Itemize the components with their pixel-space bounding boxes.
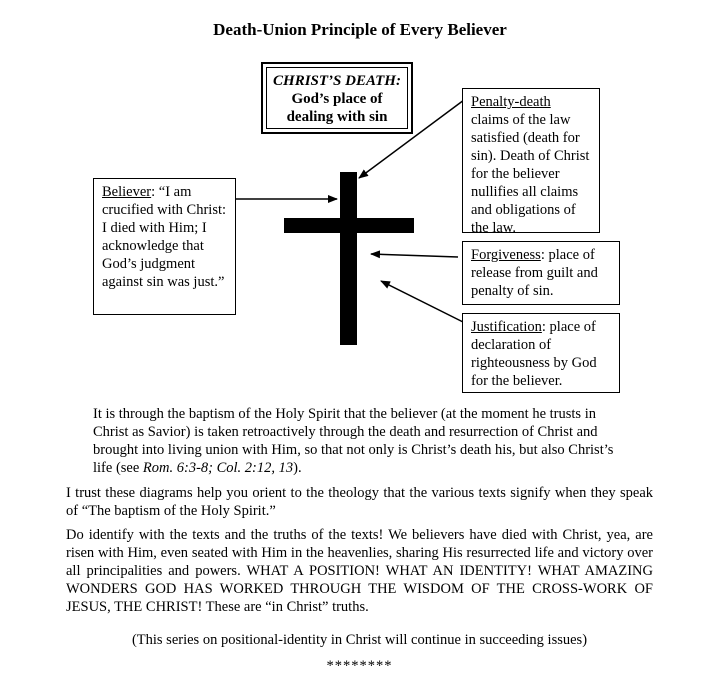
cross-vertical-beam <box>340 172 357 345</box>
justification-text: : place of declaration of righteousness by God for the believer. <box>471 319 597 389</box>
forgiveness-label: Forgiveness <box>471 247 541 263</box>
believer-label: Believer <box>102 184 152 200</box>
cross-horizontal-beam <box>284 218 414 233</box>
penalty-arrow <box>359 97 468 178</box>
series-note: (This series on positional-identity in Christ will continue in succeeding issues) <box>131 632 588 648</box>
forgiveness-arrow <box>371 254 458 257</box>
christs-death-line2: dealing with sin <box>286 109 388 125</box>
forgiveness-box <box>462 241 620 305</box>
justification-arrow <box>381 281 463 322</box>
baptism-paragraph-end: ). <box>293 460 302 476</box>
separator: ******** <box>326 658 393 674</box>
identify-paragraph: Do identify with the texts and the truths of the texts! We believers have died with Christ, yea, are risen with Him, even seated with Him in the heavenlies, sharing His resurrected life and victory over all principalities and powers. WHAT A POSITION! WHAT AN IDENTITY! WHAT AMAZING WONDERS GOD HAS WORKED THROUGH THE WISDOM OF THE CROSS-WORK OF JESUS, THE CHRIST! These are “in Christ” truths. <box>66 527 653 615</box>
justification-box <box>462 313 620 393</box>
baptism-paragraph <box>93 405 623 477</box>
justification-label: Justification <box>471 319 542 335</box>
christs-death-heading: CHRIST’S DEATH: <box>273 73 401 89</box>
forgiveness-text: : place of release from guilt and penalty of sin. <box>471 247 598 299</box>
penalty-label: Penalty-death <box>471 94 551 110</box>
orient-paragraph: I trust these diagrams help you orient to the theology that the various texts signify when they speak of “The baptism of the Holy Spirit.” <box>66 485 653 519</box>
baptism-paragraph-text: It is through the baptism of the Holy Spirit that the believer (at the moment he trusts in Christ as Savior) is taken retroactively through the death and resurrection of Christ and brought into living union with Him, so that not only is Christ’s death his, but also Christ’s life (see <box>93 406 614 476</box>
penalty-box <box>462 88 600 236</box>
christs-death-line1: God’s place of <box>291 91 383 107</box>
page-title: Death-Union Principle of Every Believer <box>213 20 507 39</box>
penalty-text: claims of the law satisfied (death for sin). Death of Christ for the believer nullifies all claims and obligations of the law. <box>471 112 590 236</box>
scripture-reference: Rom. 6:3-8; Col. 2:12, 13 <box>142 460 294 476</box>
believer-text: : “I am crucified with Christ: I died with Him; I acknowledge that God’s judgment against sin was just.” <box>102 184 227 290</box>
believer-box <box>93 178 236 315</box>
